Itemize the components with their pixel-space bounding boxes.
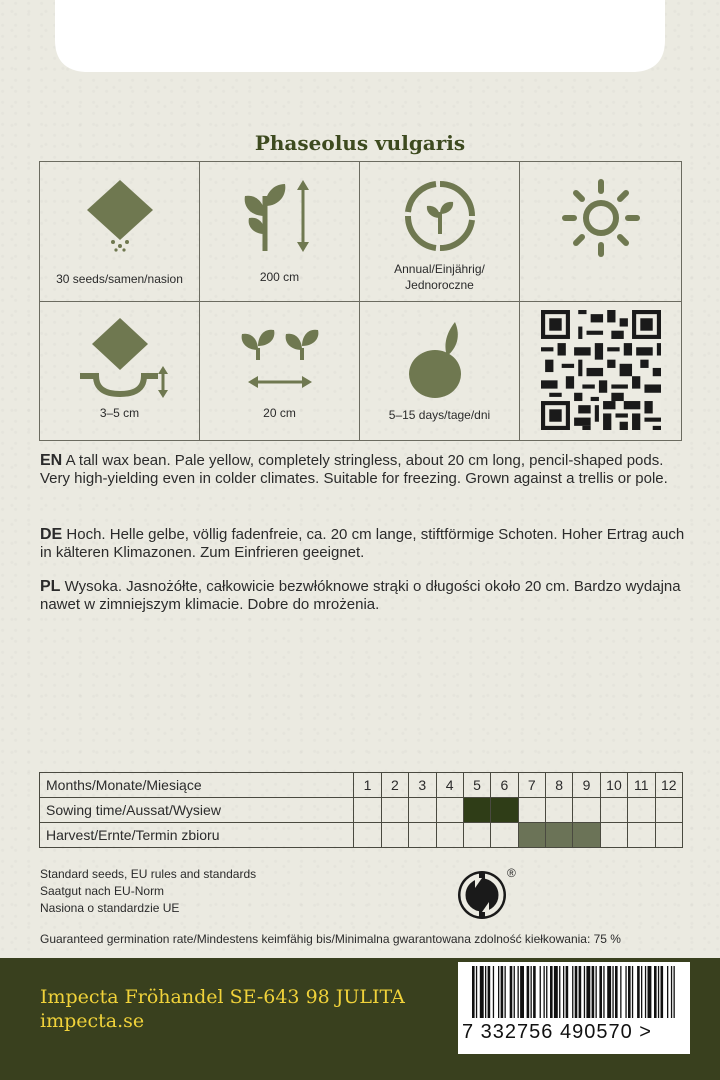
barcode-bar [661, 966, 664, 1018]
sowing-month-6 [491, 798, 518, 823]
barcode-bar [544, 966, 545, 1018]
barcode-bar [480, 966, 484, 1018]
barcode-bar [612, 966, 613, 1018]
sowing-label: Sowing time/Aussat/Wysiew [40, 798, 354, 823]
barcode-bar [531, 966, 532, 1018]
months-label: Months/Monate/Miesiące [40, 773, 354, 798]
month-11: 11 [628, 773, 655, 798]
seed-count-cell [40, 162, 200, 302]
standards-text [40, 866, 256, 917]
lang-code-en: EN [40, 452, 63, 469]
seed-count-caption: 30 seeds/samen/nasion [56, 272, 183, 286]
company-website[interactable]: impecta.se [40, 1010, 145, 1032]
barcode-bar [625, 966, 626, 1018]
month-7: 7 [518, 773, 545, 798]
company-address: Impecta Fröhandel SE-643 98 JULITA [40, 986, 405, 1008]
harvest-label: Harvest/Ernte/Termin zbioru [40, 823, 354, 848]
sowing-month-1 [354, 798, 381, 823]
standards-line-2: Saatgut nach EU-Norm [40, 884, 165, 898]
month-3: 3 [409, 773, 436, 798]
info-icon-grid [39, 161, 682, 441]
harvest-month-5 [463, 823, 490, 848]
barcode-bar [584, 966, 585, 1018]
barcode-bar [667, 966, 668, 1018]
month-8: 8 [546, 773, 573, 798]
height-caption: 200 cm [259, 270, 300, 284]
hang-tab-cutout [0, 0, 720, 120]
registered-mark: ® [507, 866, 516, 880]
sun-icon [556, 176, 646, 260]
lifecycle-caption-line2: Jednoroczne [405, 278, 474, 292]
qr-code-icon[interactable] [541, 310, 661, 430]
harvest-month-11 [628, 823, 655, 848]
barcode-bar [533, 966, 536, 1018]
barcode-bar [615, 966, 618, 1018]
spacing-caption: 20 cm [263, 406, 296, 420]
harvest-month-2 [381, 823, 408, 848]
germination-caption: 5–15 days/tage/dni [388, 408, 491, 422]
plant-height-icon [235, 176, 325, 256]
barcode-bar [485, 966, 486, 1018]
sowing-month-9 [573, 798, 600, 823]
seed-packet-icon [75, 176, 165, 256]
barcode-bar [518, 966, 519, 1018]
calendar-sowing-row [40, 798, 683, 823]
barcode-bar [641, 966, 642, 1018]
standards-line-1: Standard seeds, EU rules and standards [40, 867, 257, 881]
month-6: 6 [491, 773, 518, 798]
description-en [40, 452, 690, 488]
harvest-month-12 [655, 823, 682, 848]
description-pl-text: Wysoka. Jasnożółte, całkowicie bezwłóknowe strąki o długości około 20 cm. Bardzo wydajna nawet w zimniejszym klimacie. Dobre do mrożenia. [40, 578, 681, 613]
barcode-bar [472, 966, 475, 1018]
harvest-month-3 [409, 823, 436, 848]
barcode-bar [563, 966, 564, 1018]
sowing-month-11 [628, 798, 655, 823]
barcode-bar [599, 966, 602, 1018]
company-info [40, 985, 405, 1033]
month-4: 4 [436, 773, 463, 798]
depth-cell [40, 302, 200, 440]
description-en-text: A tall wax bean. Pale yellow, completely stringless, about 20 cm long, pencil-shaped pods. Very high-yielding even in colder climates. Suitable for freezing. Grown against a trellis or pole. [40, 452, 668, 487]
germination-rate: Guaranteed germination rate/Mindestens keimfähig bis/Minimalna gwarantowana zdolność kiełkowania: 75 % [40, 932, 621, 946]
barcode-number: 7 332756 490570 > [462, 1021, 652, 1043]
description-de-text: Hoch. Helle gelbe, völlig fadenfreie, ca. 20 cm lange, stiftförmige Schoten. Hoher Ertrag auch in kälteren Klimazonen. Zum Einfrieren geeignet. [40, 526, 685, 561]
barcode-bar [559, 966, 560, 1018]
calendar-harvest-row [40, 823, 683, 848]
sowing-month-12 [655, 798, 682, 823]
description-de [40, 526, 690, 562]
harvest-month-6 [491, 823, 518, 848]
barcode-bar [628, 966, 631, 1018]
month-12: 12 [655, 773, 682, 798]
barcode-bar [572, 966, 573, 1018]
month-9: 9 [573, 773, 600, 798]
lang-code-de: DE [40, 526, 63, 543]
month-2: 2 [381, 773, 408, 798]
sowing-month-8 [546, 798, 573, 823]
sowing-month-2 [381, 798, 408, 823]
description-pl [40, 578, 690, 614]
sowing-depth-icon [70, 314, 170, 398]
plant-spacing-icon [230, 320, 330, 404]
sowing-month-5 [463, 798, 490, 823]
month-5: 5 [463, 773, 490, 798]
barcode-bar [514, 966, 515, 1018]
barcode-bar [501, 966, 504, 1018]
month-10: 10 [600, 773, 627, 798]
harvest-month-4 [436, 823, 463, 848]
harvest-month-9 [573, 823, 600, 848]
sowing-month-10 [600, 798, 627, 823]
barcode-bar [510, 966, 513, 1018]
barcode-bar [575, 966, 578, 1018]
barcode-bar [566, 966, 569, 1018]
lang-code-pl: PL [40, 578, 61, 595]
lifecycle-caption-line1: Annual/Einjährig/ [394, 262, 485, 276]
sowing-month-7 [518, 798, 545, 823]
sowing-calendar [39, 772, 683, 848]
barcode-bar [493, 966, 494, 1018]
barcode-bar [505, 966, 506, 1018]
barcode-bar [488, 966, 491, 1018]
barcode-bar [674, 966, 675, 1018]
barcode-bars [458, 962, 690, 1022]
barcode-bar [645, 966, 646, 1018]
barcode-bar [648, 966, 652, 1018]
sowing-month-3 [409, 798, 436, 823]
calendar-months-row [40, 773, 683, 798]
barcode-bar [637, 966, 640, 1018]
barcode-bar [658, 966, 659, 1018]
harvest-month-1 [354, 823, 381, 848]
barcode-bar [550, 966, 553, 1018]
latin-name: Phaseolus vulgaris [254, 131, 466, 155]
barcode-bar [579, 966, 582, 1018]
month-1: 1 [354, 773, 381, 798]
barcode-bar [546, 966, 547, 1018]
lifecycle-cell [360, 162, 520, 302]
sowing-month-4 [436, 798, 463, 823]
barcode-bar [632, 966, 633, 1018]
harvest-month-8 [546, 823, 573, 848]
germination-icon [395, 318, 485, 402]
standards-line-3: Nasiona o standardzie UE [40, 901, 180, 915]
cycle-icon [395, 176, 485, 256]
barcode-bar [540, 966, 541, 1018]
depth-caption: 3–5 cm [99, 406, 140, 420]
barcode-bar [592, 966, 595, 1018]
barcode-bar [520, 966, 524, 1018]
qr-cell [520, 302, 681, 440]
barcode-bar [671, 966, 672, 1018]
barcode-bar [596, 966, 597, 1018]
barcode-bar [607, 966, 611, 1018]
harvest-month-10 [600, 823, 627, 848]
barcode-bar [654, 966, 657, 1018]
germination-cell [360, 302, 520, 440]
barcode-bar [603, 966, 604, 1018]
harvest-month-7 [518, 823, 545, 848]
spacing-cell [200, 302, 360, 440]
barcode-bar [498, 966, 499, 1018]
barcode-bar [476, 966, 477, 1018]
barcode-bar [554, 966, 558, 1018]
barcode-bar [620, 966, 621, 1018]
sun-cell [520, 162, 681, 302]
height-cell [200, 162, 360, 302]
barcode-bar [586, 966, 590, 1018]
barcode-bar [527, 966, 530, 1018]
